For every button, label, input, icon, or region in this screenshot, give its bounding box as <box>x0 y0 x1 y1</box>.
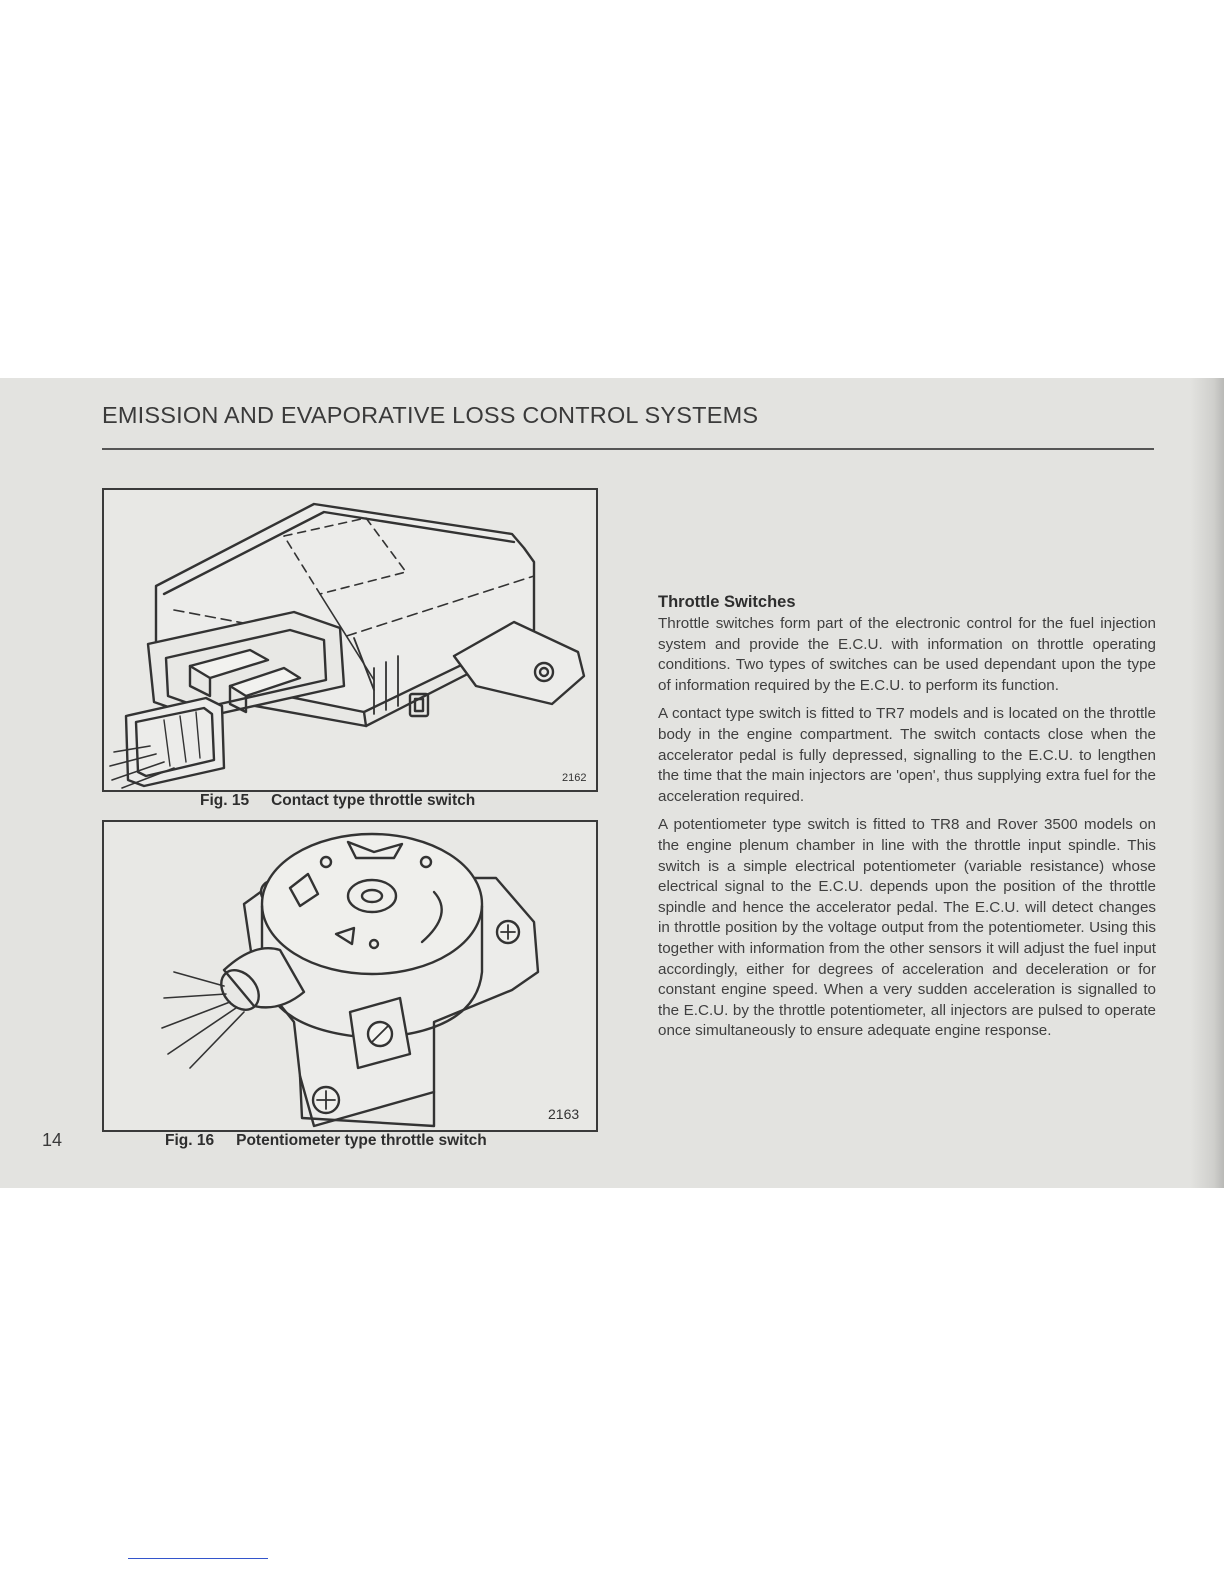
contact-throttle-switch-illustration <box>104 490 596 790</box>
figure-16-caption-text: Potentiometer type throttle switch <box>236 1132 487 1149</box>
potentiometer-throttle-switch-illustration <box>104 822 596 1130</box>
paragraph-contact-switch: A contact type switch is fitted to TR7 models and is located on the throttle body in the engine compartment. The switch contacts close when the accelerator pedal is fully depressed, signalling to the E.C.U. to lengthen the time that the main injectors are 'open', thus supplying extra fuel for the acceleration required. <box>658 705 1156 805</box>
footer-link-underline <box>128 1558 268 1559</box>
figure-16-number: 2163 <box>548 1106 580 1122</box>
figure-15-caption-num: Fig. 15 <box>200 792 250 809</box>
figure-16-caption-num: Fig. 16 <box>165 1132 215 1149</box>
paragraph-intro: Throttle switches form part of the electronic control for the fuel injection system and provide the E.C.U. with information on throttle operating conditions. Two types of switches can be used dependant upon the type of information required by the E.C.U. to perform its function. <box>658 615 1156 694</box>
figure-16-caption <box>165 1132 487 1150</box>
page-number: 14 <box>42 1130 63 1150</box>
page-header-title: EMISSION AND EVAPORATIVE LOSS CONTROL SYSTEMS <box>102 402 759 428</box>
figure-15-frame <box>102 488 598 792</box>
throttle-switches-section <box>658 593 1156 1050</box>
page-edge-shadow <box>1190 378 1224 1188</box>
figure-16-frame <box>102 820 598 1132</box>
figure-15-caption <box>200 792 475 810</box>
manual-page <box>0 378 1224 1188</box>
paragraph-potentiometer-switch: A potentiometer type switch is fitted to TR8 and Rover 3500 models on the engine plenum chamber in line with the throttle input spindle. This switch is a simple electrical potentiometer (variable resistance) whose electrical signal to the E.C.U. depends upon the position of the throttle spindle and hence the accelerator pedal. The E.C.U. will detect changes in throttle position by the voltage output from the potentiometer. Using this together with information from the other sensors it will adjust the fuel input accordingly, either for degrees of acceleration and deceleration or for constant engine speed. When a very sudden acceleration is signalled to the E.C.U. by the throttle potentiometer, all injectors are pulsed to operate once simultaneously to ensure adequate engine response. <box>658 816 1156 1040</box>
section-title: Throttle Switches <box>658 593 796 611</box>
header-rule <box>102 448 1154 450</box>
figure-15-number: 2162 <box>562 772 587 784</box>
figure-15-caption-text: Contact type throttle switch <box>271 792 476 809</box>
